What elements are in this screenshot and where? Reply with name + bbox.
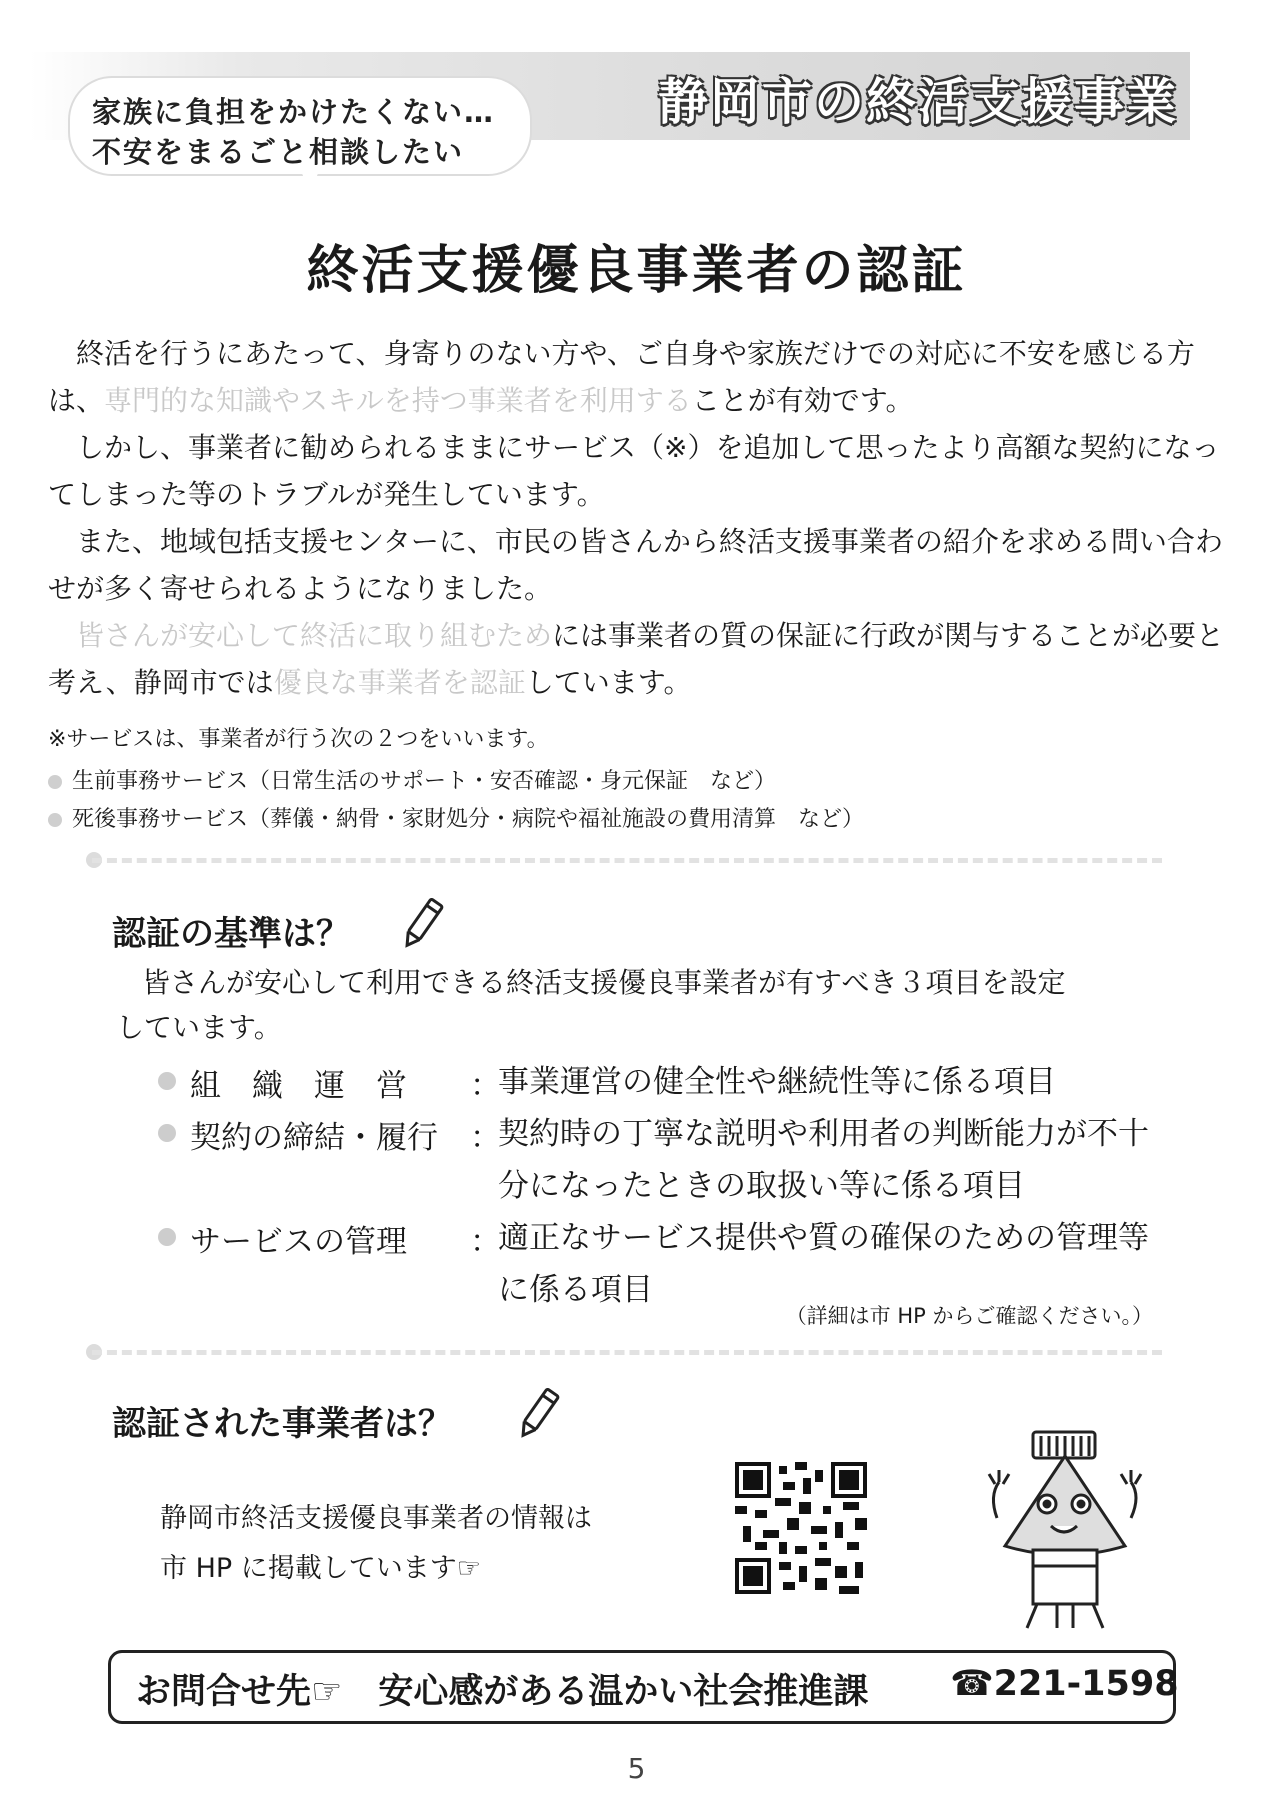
bubble-text-line2: 不安をまるごと相談したい <box>92 135 465 169</box>
pencil-icon <box>512 1384 564 1444</box>
intro-paragraph-2: しかし、事業者に勧められるままにサービス（※）を追加して思ったより高額な契約になってしまった等のトラブルが発生しています。 <box>48 431 1220 511</box>
bullet-dot-icon <box>158 1072 176 1090</box>
intro-p4-text-b: しています。 <box>525 666 692 699</box>
intro-p1-faded: 専門的な知識やスキルを持つ事業者を利用する <box>104 384 692 417</box>
criteria-intro <box>116 960 1156 1050</box>
service-note-item-2 <box>48 802 864 833</box>
criteria-desc-3: 適正なサービス提供や質の確保のための管理等に係る項目 <box>498 1220 1149 1308</box>
criteria-intro-line2: しています。 <box>116 1011 282 1044</box>
contact-label: お問合せ先☞ <box>136 1672 343 1712</box>
divider <box>92 1350 1162 1355</box>
bullet-dot-icon <box>48 775 62 789</box>
service-note-item-1 <box>48 764 776 795</box>
detail-note: （詳細は市 HP からご確認ください。） <box>785 1304 1153 1328</box>
intro-p4-faded: 皆さんが安心して終活に取り組むため <box>76 619 553 652</box>
intro-paragraph-3: また、地域包括支援センターに、市民の皆さんから終活支援事業者の紹介を求める問い合わせが多く寄せられるようになりました。 <box>48 525 1223 605</box>
certified-heading: 認証された事業者は？ <box>112 1404 452 1444</box>
mascot-illustration <box>975 1426 1155 1636</box>
service-note-item-1-text: 生前事務サービス（日常生活のサポート・安否確認・身元保証 など） <box>72 769 777 794</box>
qr-code[interactable] <box>735 1462 867 1594</box>
certified-info-line2[interactable]: 市 HP に掲載しています☞ <box>160 1553 481 1584</box>
service-note-title: ※サービスは、事業者が行う次の２つをいいます。 <box>48 727 549 752</box>
criteria-heading: 認証の基準は？ <box>112 914 350 954</box>
criteria-intro-line1: 皆さんが安心して利用できる終活支援優良事業者が有すべき３項目を設定 <box>142 966 1066 999</box>
criteria-desc-1: 事業運営の健全性や継続性等に係る項目 <box>498 1064 1056 1100</box>
bullet-dot-icon <box>48 813 62 827</box>
criteria-label-3: サービスの管理 <box>190 1224 407 1260</box>
contact-text <box>136 1664 868 1714</box>
divider <box>92 858 1162 863</box>
criteria-label-2: 契約の締結・履行 <box>190 1120 438 1156</box>
pencil-icon <box>396 894 448 954</box>
bullet-dot-icon <box>158 1228 176 1246</box>
intro-paragraph-4 <box>48 612 1228 706</box>
intro-p1-text-a: 終活を行うにあたって、身寄りのない方や、ご自身や家族だけでの対応に不安を感じる方は、 <box>48 337 1195 417</box>
intro-p4-faded2: 優良な事業者を認証 <box>273 666 526 699</box>
bubble-text-line1: 家族に負担をかけたくない… <box>92 95 496 129</box>
intro-p4-text-a: には事業者の質の保証に行政が関与することが必要と考え、静岡市では <box>48 619 1225 699</box>
certified-info-line1: 静岡市終活支援優良事業者の情報は <box>160 1503 592 1534</box>
intro-p1-text-b: ことが有効です。 <box>691 384 914 417</box>
criteria-separator: ： <box>470 1224 501 1260</box>
intro-paragraph-1 <box>48 330 1228 424</box>
service-note-item-2-text: 死後事務サービス（葬儀・納骨・家財処分・病院や福祉施設の費用清算 など） <box>72 807 865 832</box>
criteria-desc-2: 契約時の丁寧な説明や利用者の判断能力が不十分になったときの取扱い等に係る項目 <box>498 1116 1149 1204</box>
criteria-label-1: 組 織 運 営 <box>190 1068 407 1104</box>
contact-department: 安心感がある温かい社会推進課 <box>378 1672 869 1712</box>
bullet-dot-icon <box>158 1124 176 1142</box>
program-title: 静岡市の終活支援事業 <box>658 73 1178 131</box>
main-title: 終活支援優良事業者の認証 <box>306 241 967 301</box>
page-number: 5 <box>627 1752 646 1785</box>
contact-phone[interactable]: ☎221-1598 <box>950 1664 1179 1704</box>
intro-paragraphs <box>48 330 1228 706</box>
speech-bubble-tail <box>300 168 320 194</box>
criteria-separator: ： <box>470 1068 501 1104</box>
criteria-separator: ： <box>470 1120 501 1156</box>
